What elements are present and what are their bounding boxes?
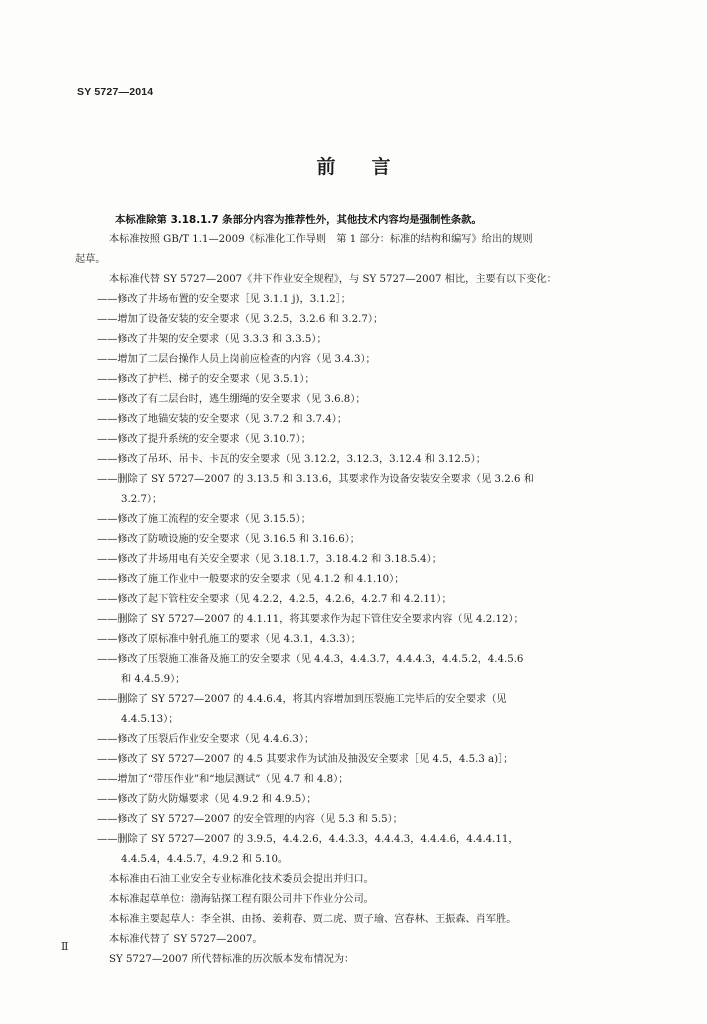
text-line: 本标准代替 SY 5727—2007《井下作业安全规程》，与 SY 5727—2007 相比，主要有以下变化： [109, 274, 557, 285]
text-line: ——修改了防喷设施的安全要求（见 3.16.5 和 3.16.6）； [97, 534, 360, 545]
text-line: ——修改了井场布置的安全要求［见 3.1.1 j)，3.1.2］； [97, 294, 351, 305]
text-line: 本标准主要起草人：李全祺、由扬、姜莉春、贾二虎、贾子瑜、宫春林、王振森、肖军胜。 [109, 914, 517, 925]
document-body [75, 210, 651, 970]
text-line: ——修改了 SY 5727—2007 的 4.5 其要求作为试油及抽汲安全要求［见 4.5，4.5.3 a)］； [97, 754, 514, 765]
text-line: ——修改了压裂后作业安全要求（见 4.4.6.3）； [97, 734, 315, 745]
text-line: ——修改了提升系统的安全要求（见 3.10.7）； [97, 434, 311, 445]
text-line: ——增加了二层台操作人员上岗前应检查的内容（见 3.4.3）； [97, 354, 376, 365]
text-line: ——删除了 SY 5727—2007 的 4.1.11，将其要求作为起下管住安全要求内容（见 4.2.12）； [97, 614, 524, 625]
text-line: 本标准按照 GB/T 1.1—2009《标准化工作导则 第 1 部分：标准的结构和编写》给出的规则 [109, 234, 533, 245]
text-line: 3.2.7）； [121, 494, 163, 505]
text-line: ——修改了起下管柱安全要求（见 4.2.2，4.2.5，4.2.6，4.2.7 和 4.2.11）； [97, 594, 452, 605]
text-line: ——修改了护栏、梯子的安全要求（见 3.5.1）； [97, 374, 315, 385]
text-line: 本标准由石油工业安全专业标准化技术委员会提出并归口。 [109, 874, 374, 885]
text-line: 本标准代替了 SY 5727—2007。 [109, 934, 263, 945]
text-line: 本标准除第 3.18.1.7 条部分内容为推荐性外，其他技术内容均是强制性条款。 [115, 214, 482, 226]
text-line: ——修改了施工作业中一般要求的安全要求（见 4.1.2 和 4.1.10）； [97, 574, 405, 585]
text-line: 4.4.5.4，4.4.5.7，4.9.2 和 5.10。 [121, 854, 289, 865]
text-line: 本标准起草单位：渤海钻探工程有限公司井下作业分公司。 [109, 894, 374, 905]
text-line: ——修改了井架的安全要求（见 3.3.3 和 3.3.5）； [97, 334, 327, 345]
text-line: ——修改了原标准中射孔施工的要求（见 4.3.1，4.3.3）； [97, 634, 361, 645]
text-line: ——修改了压裂施工准备及施工的安全要求（见 4.4.3，4.4.3.7，4.4.4.3，4.4.5.2，4.4.5.6 [97, 654, 524, 665]
text-line: ——增加了设备安装的安全要求（见 3.2.5，3.2.6 和 3.2.7）； [97, 314, 384, 325]
text-line: ——修改了 SY 5727—2007 的安全管理的内容（见 5.3 和 5.5）； [97, 814, 403, 825]
text-line: SY 5727—2007 所代替标准的历次版本发布情况为： [109, 954, 355, 965]
text-line: 4.4.5.13）； [121, 714, 179, 725]
standard-code-header: SY 5727—2014 [77, 86, 154, 98]
text-line: ——修改了井场用电有关安全要求（见 3.18.1.7，3.18.4.2 和 3.18.5.4）； [97, 554, 442, 565]
text-line: ——删除了 SY 5727—2007 的 3.13.5 和 3.13.6，其要求作为设备安装安全要求（见 3.2.6 和 [97, 474, 534, 485]
text-line: ——修改了有二层台时，逃生绷绳的安全要求（见 3.6.8）； [97, 394, 366, 405]
text-line: 和 4.4.5.9）； [121, 674, 186, 685]
text-line: 起草。 [75, 254, 106, 265]
text-line: ——修改了吊环、吊卡、卡瓦的安全要求（见 3.12.2，3.12.3，3.12.4 和 3.12.5）； [97, 454, 486, 465]
page-number: Ⅱ [61, 940, 69, 953]
text-line: ——删除了 SY 5727—2007 的 4.4.6.4，将其内容增加到压裂施工完毕后的安全要求（见 [97, 694, 507, 705]
text-line: ——删除了 SY 5727—2007 的 3.9.5，4.4.2.6，4.4.3.3，4.4.4.3，4.4.4.6，4.4.4.11， [97, 834, 519, 845]
text-line: ——修改了防火防爆要求（见 4.9.2 和 4.9.5）； [97, 794, 317, 805]
text-line: ——修改了地锚安装的安全要求（见 3.7.2 和 3.7.4）； [97, 414, 348, 425]
text-line: ——增加了“带压作业”和“地层测试”（见 4.7 和 4.8）； [97, 774, 349, 785]
text-line: ——修改了施工流程的安全要求（见 3.15.5）； [97, 514, 311, 525]
page-title: 前言 [316, 156, 427, 178]
